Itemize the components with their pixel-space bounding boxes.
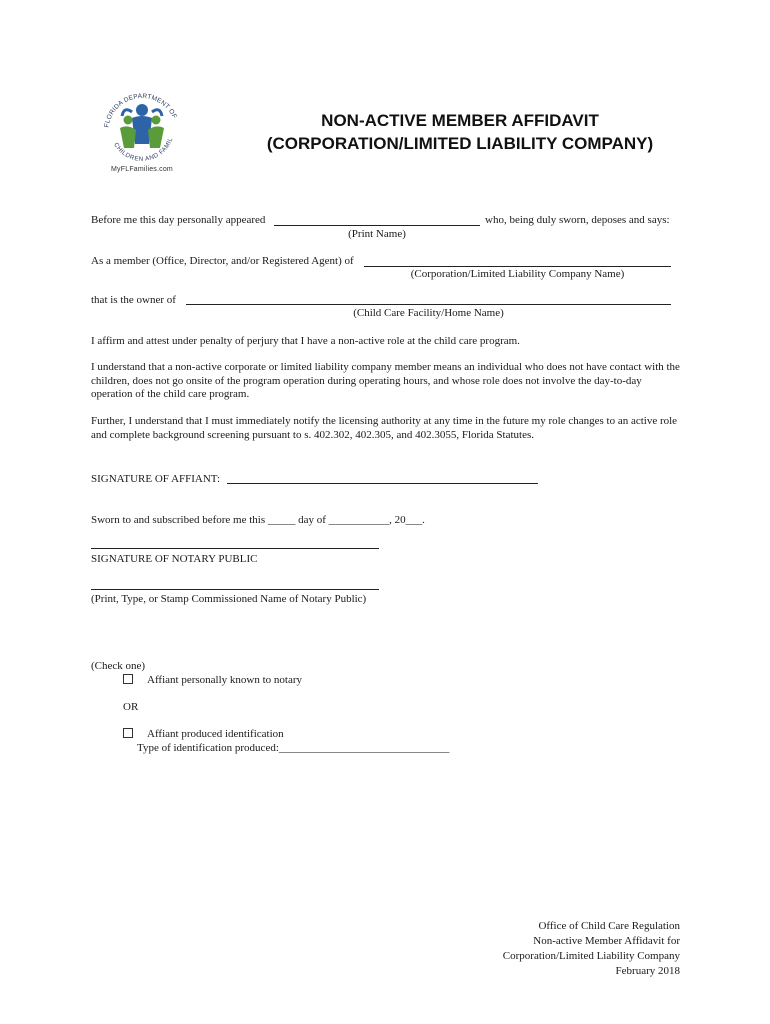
notary-signature-label: SIGNATURE OF NOTARY PUBLIC: [91, 553, 258, 565]
svg-text:FLORIDA DEPARTMENT OF: FLORIDA DEPARTMENT OF: [103, 92, 178, 129]
dcf-logo: [94, 88, 190, 180]
option-known-label: Affiant personally known to notary: [147, 674, 302, 686]
appeared-prefix: Before me this day personally appeared: [91, 214, 266, 226]
company-name-field[interactable]: [364, 266, 671, 267]
print-name-field[interactable]: [274, 225, 480, 226]
footer-office: Office of Child Care Regulation: [538, 920, 680, 932]
sworn-statement: Sworn to and subscribed before me this _____ day of ___________, 20___.: [91, 514, 425, 526]
owner-prefix: that is the owner of: [91, 294, 176, 306]
document-title-line1: NON-ACTIVE MEMBER AFFIDAVIT: [321, 111, 599, 130]
option-id-label: Affiant produced identification: [147, 728, 284, 740]
footer-date: February 2018: [615, 965, 680, 977]
notary-name-label: (Print, Type, or Stamp Commissioned Name of Notary Public): [91, 593, 367, 605]
affiant-signature-field[interactable]: [227, 483, 538, 484]
understand-paragraph: I understand that a non-active corporate or limited liability company member means an individual who does not have contact with the children, does not go onsite of the program operation during operating hours, and whose role does not involve the day-to-day operation of the child care program.: [91, 361, 680, 400]
affiant-signature-label: SIGNATURE OF AFFIANT:: [91, 473, 221, 485]
logo-emblem-icon: [94, 88, 190, 168]
or-text: OR: [123, 701, 139, 713]
logo-site-text: MyFLFamilies.com: [111, 166, 173, 173]
footer-form-type: Corporation/Limited Liability Company: [502, 950, 680, 962]
option-known-row: [123, 674, 302, 687]
affirm-paragraph: I affirm and attest under penalty of perjury that I have a non-active role at the child care program.: [91, 335, 520, 347]
footer-block: [503, 919, 680, 979]
further-paragraph: Further, I understand that I must immediately notify the licensing authority at any time in the future my role changes to an active role and complete background screening pursuant to s. 402.302, 402.305, and 402.3055, Florida Statutes.: [91, 415, 678, 441]
identification-checkbox[interactable]: [123, 728, 133, 738]
notary-name-field[interactable]: [91, 589, 379, 590]
facility-caption: (Child Care Facility/Home Name): [353, 307, 504, 319]
document-title-line2: (CORPORATION/LIMITED LIABILITY COMPANY): [266, 134, 654, 153]
facility-name-field[interactable]: [186, 304, 671, 305]
option-id-row: [123, 728, 284, 741]
print-name-caption: (Print Name): [348, 228, 406, 240]
appeared-suffix: who, being duly sworn, deposes and says:: [485, 214, 670, 226]
member-prefix: As a member (Office, Director, and/or Registered Agent) of: [91, 255, 354, 267]
footer-form-name: Non-active Member Affidavit for: [533, 935, 680, 947]
id-type-field[interactable]: Type of identification produced:_______________________________: [137, 742, 450, 754]
check-heading: (Check one): [91, 660, 146, 672]
company-caption: (Corporation/Limited Liability Company Name): [410, 268, 625, 280]
svg-text:CHILDREN AND FAMILIES: CHILDREN AND FAMIL: [112, 136, 175, 163]
notary-signature-field[interactable]: [91, 548, 379, 549]
known-checkbox[interactable]: [123, 674, 133, 684]
